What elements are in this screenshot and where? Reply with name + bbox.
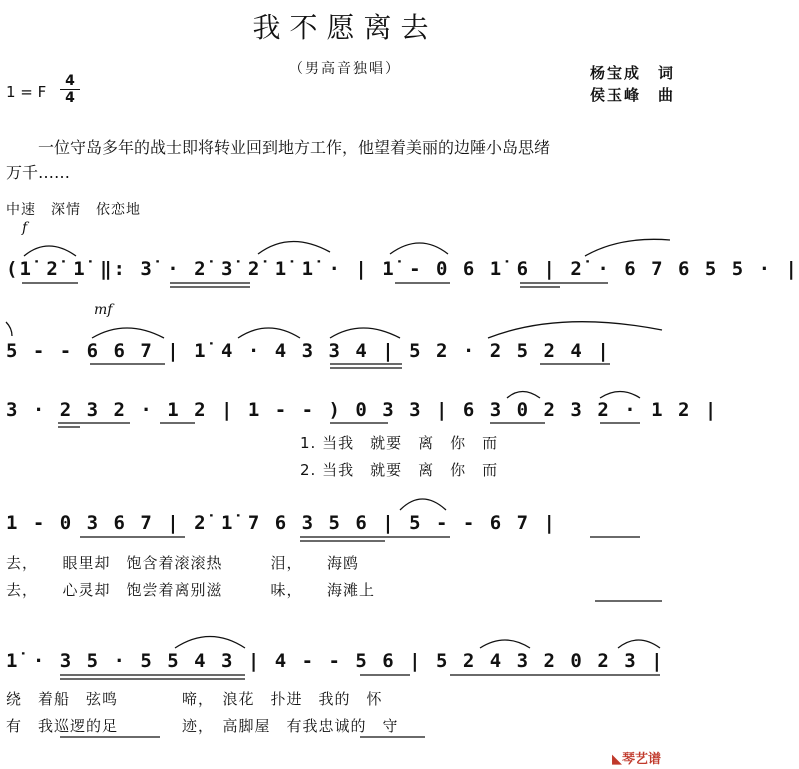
lyric-verse-1-row-4: 去， 眼里却 饱含着滚滚热 泪， 海鸥: [6, 554, 360, 572]
score-row-3: 3 · 2 3 2 · 1 2 | 1 - - ) 0 3 3 | 6 3 0 2 3 2 · 1 2 |: [6, 399, 719, 421]
lyric-verse-2-row-5: 有 我巡逻的足 迹， 高脚屋 有我忠诚的 守: [6, 717, 399, 735]
slur-mark: [480, 640, 530, 648]
slur-mark: [24, 246, 76, 256]
site-logo: [612, 748, 661, 767]
logo-text: 琴艺谱: [622, 752, 662, 767]
slur-mark: [585, 239, 670, 256]
slur-mark: [488, 322, 662, 338]
score-row-1: (1̇ 2̇ 1̇ ‖: 3̇ · 2̇ 3̇ 2̇ 1̇ 1̇ · | 1̇ - 0 6 1̇ 6 | 2̇ · 6 7 6 5 5 · |: [6, 258, 799, 280]
dynamic-forte: f: [22, 220, 28, 236]
lyricist-credit: 杨宝成 词: [590, 64, 676, 82]
slur-mark: [258, 241, 330, 254]
slur-mark: [400, 499, 446, 510]
slur-mark: [618, 640, 660, 648]
key-signature: 1 = F: [6, 83, 47, 101]
score-row-2: 5 - - 6 6 7 | 1̇ 4 · 4 3 3 4 | 5 2 · 2 5 2 4 |: [6, 340, 611, 362]
lyric-verse-1-row-5: 绕 着船 弦鸣 啼， 浪花 扑进 我的 怀: [6, 690, 383, 708]
score-row-4: 1 - 0 3 6 7 | 2̇ 1̇ 7 6 3 5 6 | 5 - - 6 7 |: [6, 512, 557, 534]
slur-mark: [390, 243, 448, 254]
slur-mark: [238, 328, 300, 338]
slur-mark: [507, 392, 540, 399]
slur-mark: [175, 637, 245, 649]
score-row-5: 1̇ · 3 5 · 5 5 4 3 | 4 - - 5 6 | 5 2 4 3 2 0 2 3 |: [6, 650, 665, 672]
tempo-marking: 中速 深情 依恋地: [6, 202, 141, 218]
song-title: 我不愿离去: [252, 11, 438, 44]
lyric-verse-2-row-3: 2. 当我 就要 离 你 而: [300, 461, 499, 479]
composer-credit: 侯玉峰 曲: [590, 86, 676, 104]
dynamic-mezzo-forte: mf: [94, 302, 113, 318]
lyric-verse-2-row-4: 去， 心灵却 饱尝着离别滋 味， 海滩上: [6, 581, 376, 599]
slur-mark: [330, 328, 400, 338]
meter-top: 4: [65, 73, 75, 89]
meter-bottom: 4: [60, 89, 80, 106]
song-subtitle: （男高音独唱）: [289, 61, 401, 77]
slur-mark: [92, 328, 164, 338]
intro-line-1: 一位守岛多年的战士即将转业回到地方工作，他望着美丽的边陲小岛思绪: [38, 138, 551, 157]
slur-mark: [600, 392, 640, 399]
logo-icon: ◣: [612, 752, 622, 767]
lyric-verse-1-row-3: 1. 当我 就要 离 你 而: [300, 434, 499, 452]
slur-mark: [6, 322, 12, 336]
intro-line-2: 万千……: [6, 163, 71, 182]
